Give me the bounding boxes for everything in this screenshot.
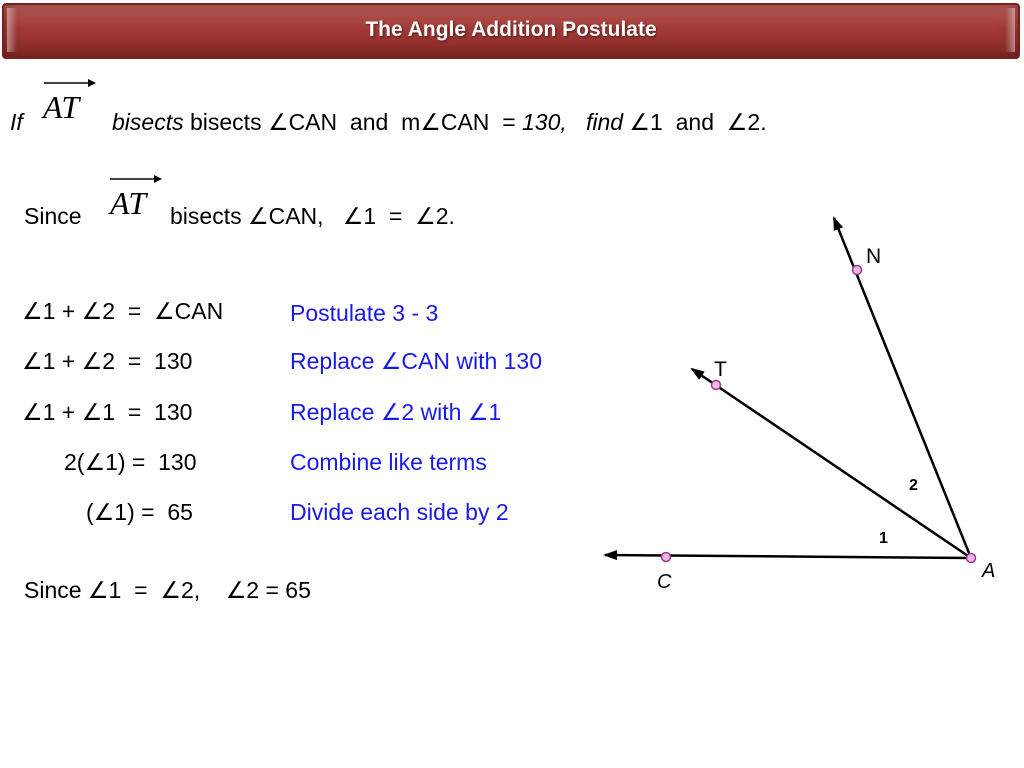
- step-3-expr: ∠1 + ∠1 = 130: [22, 399, 193, 425]
- step-1-reason: Postulate 3 - 3: [290, 300, 439, 326]
- problem-find: find: [585, 109, 624, 135]
- step-1-expr: ∠1 + ∠2 = ∠CAN: [22, 298, 224, 324]
- label-angle-2: 2: [909, 477, 918, 494]
- point-t: [712, 381, 721, 390]
- point-c: [662, 553, 671, 562]
- step-4-reason: Combine like terms: [290, 449, 487, 475]
- label-angle-1: 1: [879, 530, 888, 547]
- point-n: [853, 266, 862, 275]
- label-c: C: [657, 571, 672, 593]
- step-4-expr: 2(∠1) = 130: [64, 449, 197, 475]
- problem-statement-a: bisects ∠CAN and m∠CAN =: [189, 109, 523, 135]
- label-t: T: [714, 358, 727, 381]
- ray-ac: [605, 555, 971, 558]
- problem-bisects: bisects: [112, 109, 190, 135]
- conclusion: Since ∠1 = ∠2, ∠2 = 65: [24, 577, 311, 603]
- ray-at: [692, 369, 971, 558]
- step-2-expr: ∠1 + ∠2 = 130: [22, 348, 193, 374]
- since-ray-at: AT: [110, 185, 147, 221]
- since-rest: bisects ∠CAN, ∠1 = ∠2.: [170, 203, 455, 229]
- problem-if: If: [10, 109, 23, 135]
- problem-value: 130,: [522, 109, 567, 135]
- problem-statement-b: ∠1 and ∠2.: [623, 109, 767, 135]
- since-word: Since: [24, 203, 82, 229]
- label-n: N: [866, 245, 882, 268]
- step-2-reason: Replace ∠CAN with 130: [290, 348, 543, 374]
- step-5-expr: (∠1) = 65: [86, 499, 193, 525]
- point-a: [967, 554, 976, 563]
- step-3-reason: Replace ∠2 with ∠1: [290, 399, 502, 425]
- slide-title: The Angle Addition Postulate: [365, 18, 657, 41]
- step-5-reason: Divide each side by 2: [290, 499, 509, 525]
- label-a: A: [982, 560, 996, 582]
- problem-ray-at: AT: [43, 89, 80, 125]
